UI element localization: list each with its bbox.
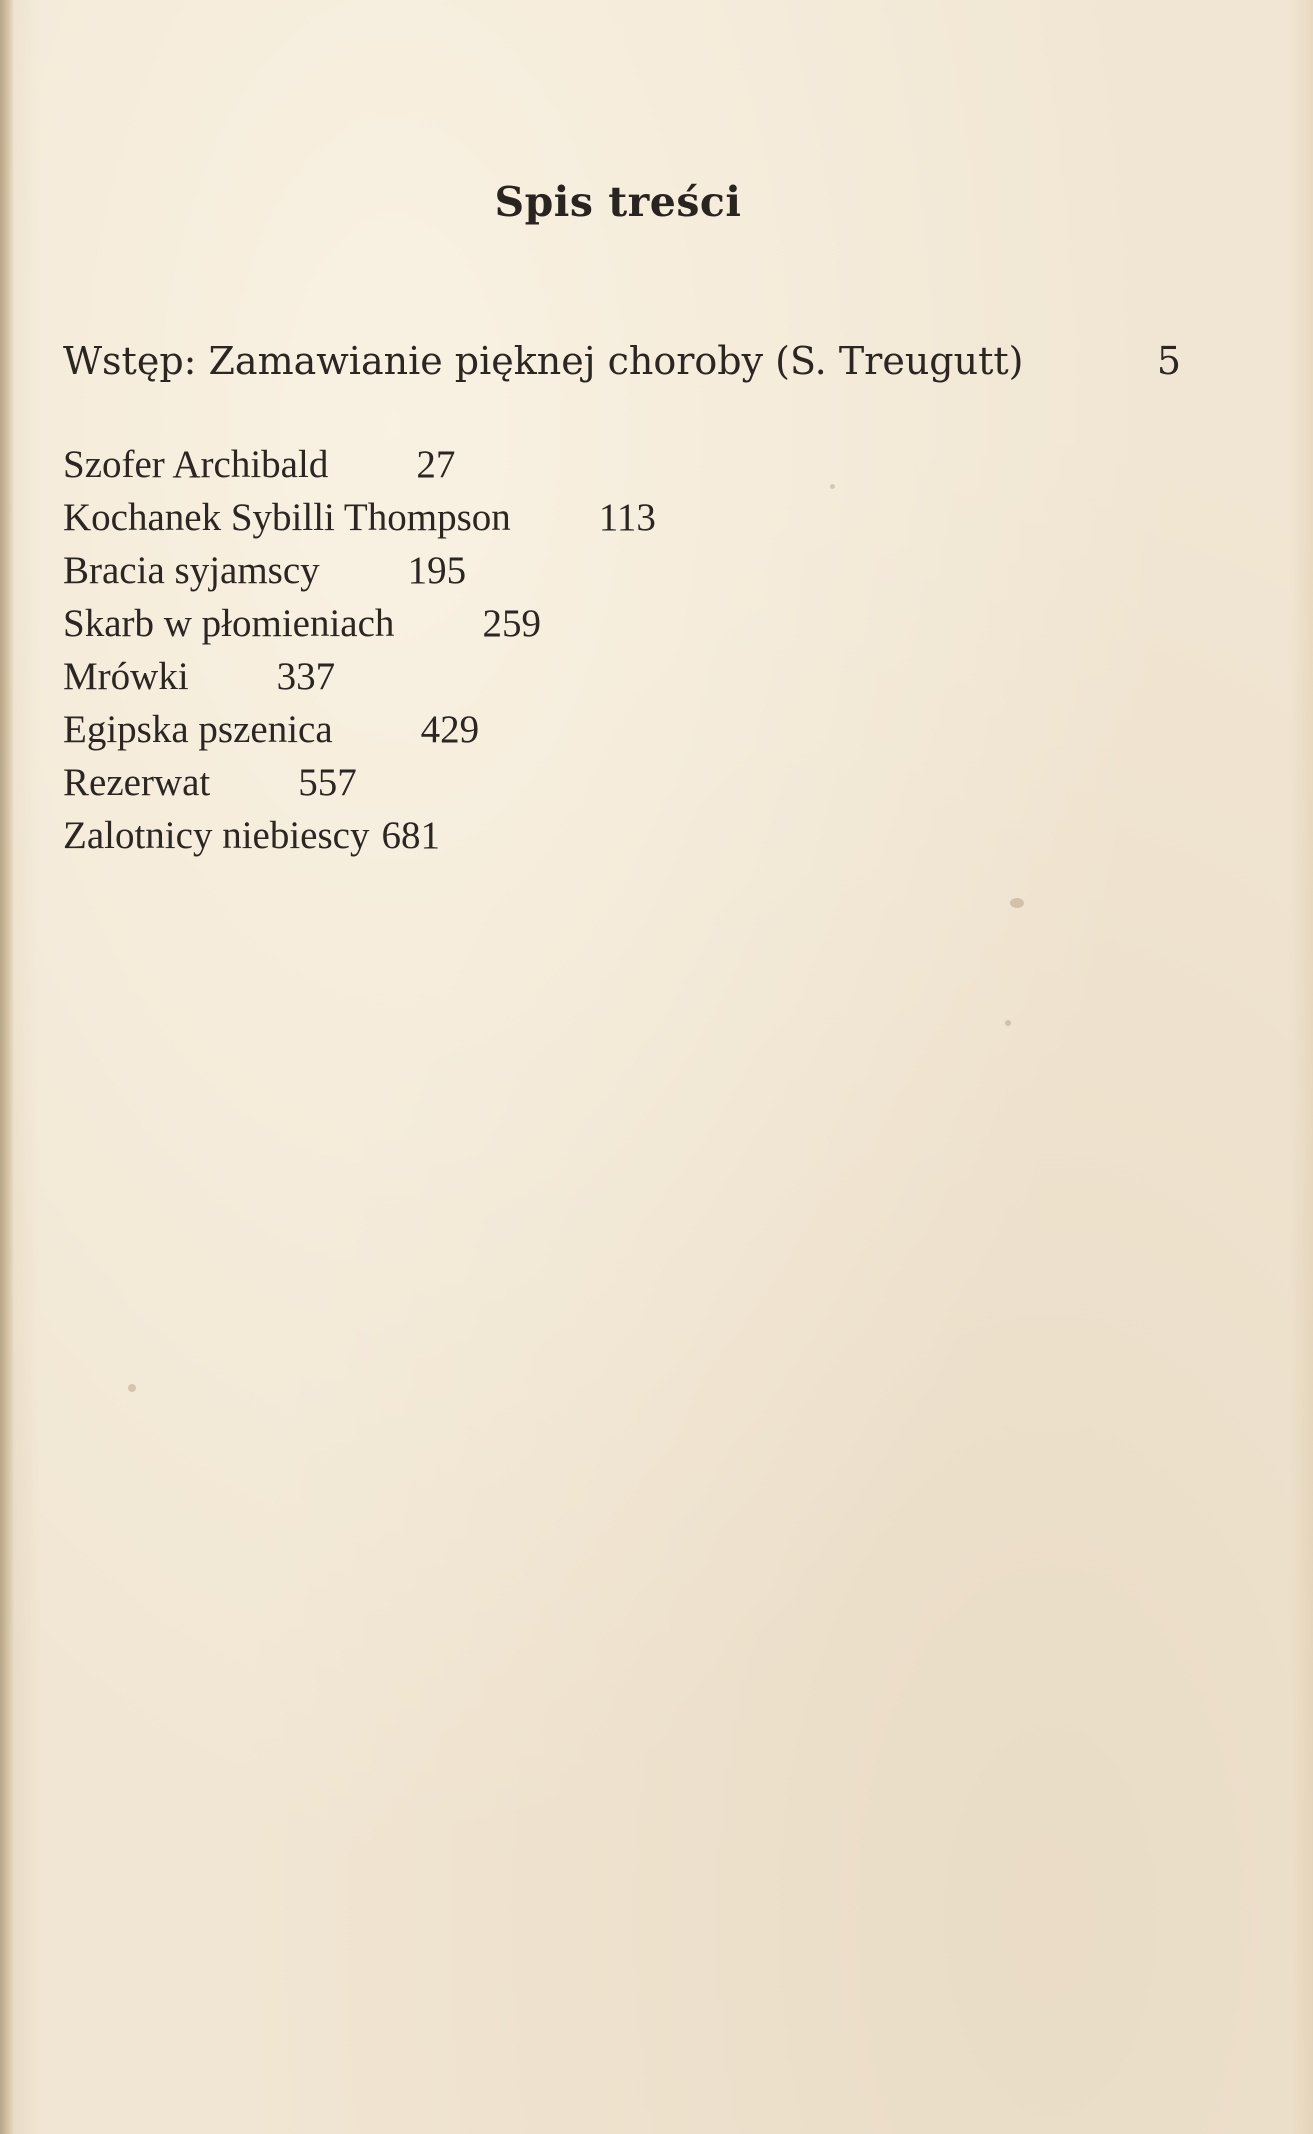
toc-entry-title: Kochanek Sybilli Thompson [63, 496, 511, 539]
toc-entry-page-number: 337 [276, 655, 336, 698]
paper-speck [128, 1384, 136, 1392]
toc-entry [63, 809, 656, 862]
toc-entry-page-number: 113 [598, 496, 656, 539]
page-title: Spis treści [494, 178, 742, 226]
introduction-title: Wstęp: Zamawianie pięknej choroby (S. Treugutt) [63, 339, 1024, 383]
toc-entry-page-number: 27 [416, 443, 456, 486]
toc-entry-title: Bracia syjamscy [63, 549, 320, 592]
toc-entry [63, 703, 656, 756]
binding-shadow [0, 0, 14, 2134]
toc-entry-page-number: 195 [407, 549, 467, 592]
paper-speck [830, 484, 835, 489]
paper-speck [1005, 1020, 1011, 1026]
toc-entry [63, 650, 656, 703]
paper-speck [1010, 898, 1024, 908]
toc-entry-title: Szofer Archibald [63, 443, 329, 486]
toc-entry [63, 544, 656, 597]
introduction-entry [63, 336, 1181, 386]
toc-entry-page-number: 259 [482, 602, 541, 645]
toc-entry-title: Skarb w płomieniach [63, 602, 395, 645]
toc-entry [63, 597, 656, 650]
toc-entry-page-number: 557 [298, 761, 357, 804]
toc-entry [63, 491, 656, 544]
toc-entry [63, 438, 656, 491]
introduction-page-number: 5 [1156, 339, 1181, 383]
toc-entry-page-number: 681 [381, 814, 440, 857]
toc-entry-title: Zalotnicy niebiescy [63, 814, 370, 857]
toc-entry [63, 756, 656, 809]
toc-entry-title: Mrówki [63, 655, 189, 698]
toc-entry-title: Egipska pszenica [63, 708, 333, 751]
toc-entry-page-number: 429 [420, 708, 480, 751]
table-of-contents [63, 438, 656, 862]
toc-entry-title: Rezerwat [63, 761, 211, 804]
